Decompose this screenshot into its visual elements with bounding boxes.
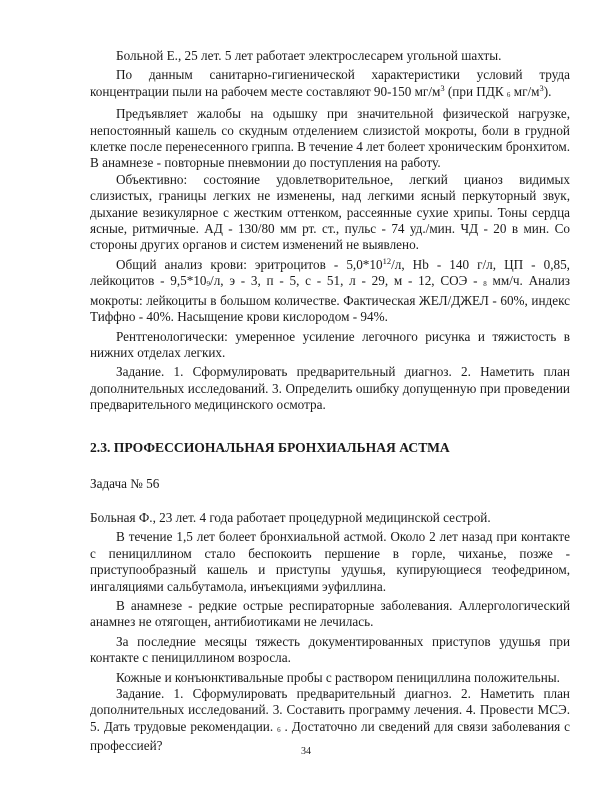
case2-assignment: Задание. 1. Сформулировать предварительный диагноз. 2. Наметить план дополнительных исследований. 3. Составить программу лечения. 4. Провести МСЭ. 5. Дать трудовые рекомендации. 6 . Достаточно ли сведений для связи заболевания с профессией? [90,686,570,754]
case1-assignment: Задание. 1. Сформулировать предварительный диагноз. 2. Наметить план дополнительных исследований. 3. Определить ошибку допущенную при проведении предварительного медицинского осмотра. [90,364,570,413]
case2-anamnesis: В анамнезе - редкие острые респираторные заболевания. Аллергологический анамнез не отягощен, антибиотиками не лечилась. [90,597,570,630]
task-number: Задача № 56 [90,475,160,491]
case2-history: В течение 1,5 лет болеет бронхиальной астмой. Около 2 лет назад при контакте с пенициллином стало беспокоить першение в горле, чиханье, позже - приступообразный кашель и приступы удушья, купирующиеся теофедрином, ингаляциями сальбутамола, инъекциями эуфиллина. [90,529,570,594]
case1-work-conditions: По данным санитарно-гигиенической характеристики условий труда концентрации пыли на рабочем месте составляют 90-150 $мг/м^3$ (при ПДК 6 $мг/м^3$). [90,67,570,99]
case1-xray: Рентгенологически: умеренное усиление легочного рисунка и тяжистость в нижних отделах легких. [90,328,570,360]
case1-patient-intro: Больной Е., 25 лет. 5 лет работает электрослесарем угольной шахты. [116,48,502,63]
case1-blood-test: Общий анализ крови: эритроцитов - $5,0*10^{12}/л$, Hb - 140 г/л, ЦП - 0,85, лейкоцитов - 9,5*109/л, э - 3, п - 5, с - 51, л - 29, м - 12, СОЭ - 8 мм/ч. Анализ мокроты: лейкоциты в большом количестве. Фактическая ЖЕЛ/ДЖЕЛ - 60%, индекс Тиффно - 40%. Насыщение крови кислородом - 94%. [90,255,570,325]
case2-patient-intro: Больная Ф., 23 лет. 4 года работает процедурной медицинской сестрой. [90,509,491,525]
case1-examination: Объективно: состояние удовлетворительное, легкий цианоз видимых слизистых, границы легких не изменены, над легкими ясный перкуторный звук, дыхание везикулярное с жестким оттенком, рассеянные сухие хрипы. Тоны сердца ясные, ритмичные. АД - 130/80 мм рт. ст., пульс - 74 уд./мин. ЧД - 20 в мин. Со стороны других органов и систем изменений не выявлено. [90,171,570,253]
case2-skin-tests: Кожные и конъюнктивальные пробы с раствором пенициллина положительны. [116,669,560,685]
case2-progression: За последние месяцы тяжесть документированных приступов удушья при контакте с пенициллином возросла. [90,633,570,666]
section-heading: 2.3. ПРОФЕССИОНАЛЬНАЯ БРОНХИАЛЬНАЯ АСТМА [90,439,450,455]
case1-complaints: Предъявляет жалобы на одышку при значительной физической нагрузке, непостоянный кашель со скудным отделением слизистой мокроты, боли в грудной клетке после перенесенного гриппа. В течение 4 лет болеет хроническим бронхитом. В анамнезе - повторные пневмонии до поступления на работу. [90,106,571,171]
page-number: 34 [301,746,311,757]
document-page [90,48,570,755]
